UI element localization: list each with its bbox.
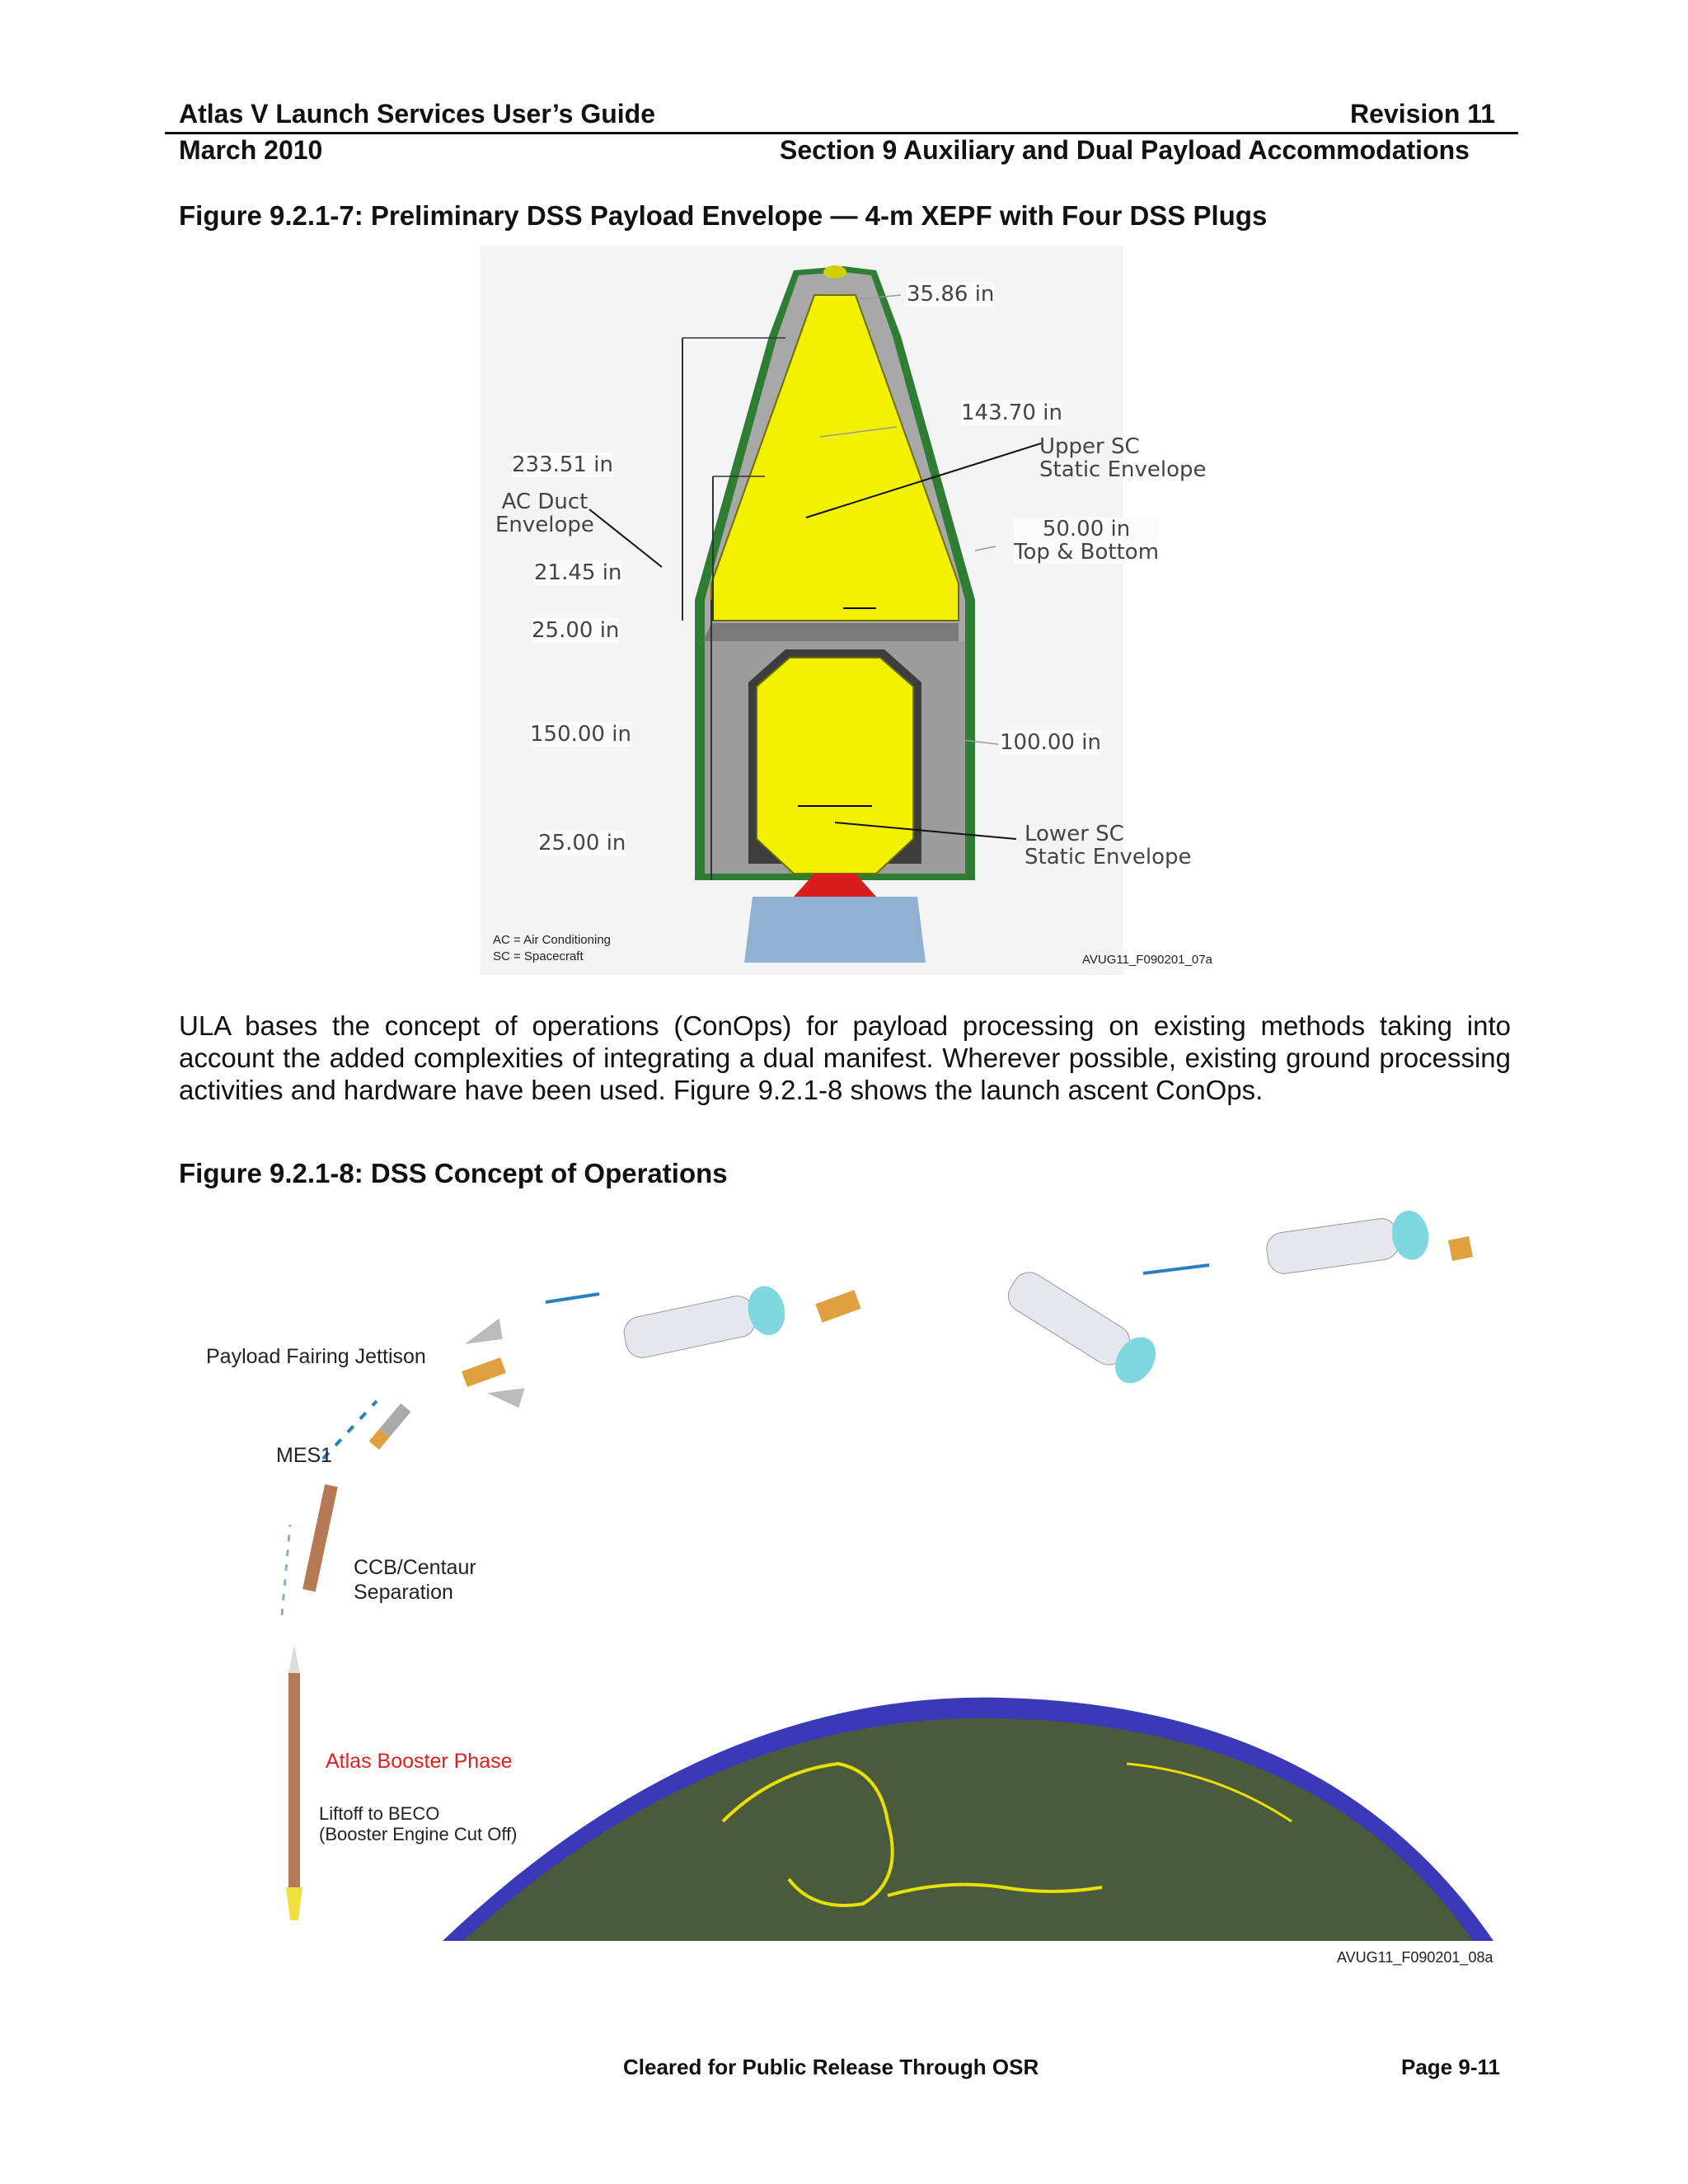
document-title: Atlas V Launch Services User’s Guide — [179, 99, 656, 129]
nose-cap — [823, 265, 846, 279]
dim-21-45: 21.45 in — [534, 560, 622, 585]
document-date: March 2010 — [179, 135, 323, 165]
section-title: Section 9 Auxiliary and Dual Payload Accommodations — [780, 135, 1470, 165]
centaur-coast-2 — [1000, 1263, 1164, 1390]
dim-150-00: 150.00 in — [530, 722, 631, 747]
label-ccb-separation — [354, 1555, 476, 1605]
label-liftoff-line-1: Liftoff to BECO — [319, 1803, 440, 1824]
page-number: Page 9-11 — [1401, 2055, 1500, 2079]
earth-surface — [463, 1718, 1473, 1941]
mes1-centaur — [369, 1404, 411, 1450]
upper-sc-line-2: Static Envelope — [1039, 457, 1207, 482]
centaur-coast-3 — [1264, 1208, 1432, 1280]
dim-35-86: 35.86 in — [907, 282, 995, 307]
leader-50 — [975, 546, 996, 551]
label-atlas-booster-phase: Atlas Booster Phase — [326, 1750, 513, 1773]
dim-25-00-upper: 25.00 in — [532, 618, 620, 643]
leader-ac-duct — [589, 509, 662, 567]
fairing-jettison-group — [449, 1319, 531, 1422]
lower-payload-release — [1448, 1236, 1473, 1261]
header-rule — [165, 132, 1518, 134]
lower-sc-line-2: Static Envelope — [1025, 845, 1192, 869]
lower-sc-label — [1025, 823, 1192, 869]
centaur-forward-end — [744, 897, 926, 963]
label-fairing-jettison: Payload Fairing Jettison — [206, 1345, 426, 1368]
upper-sc-line-1: Upper SC — [1039, 434, 1140, 459]
ac-duct-line-1: AC Duct — [501, 490, 588, 514]
upper-sc-label — [1039, 435, 1207, 481]
dim-100-00: 100.00 in — [1000, 730, 1101, 755]
lower-sc-line-1: Lower SC — [1025, 822, 1124, 846]
trajectory-ascent-1 — [282, 1525, 290, 1615]
note-sc: SC = Spacecraft — [493, 949, 584, 963]
atlas-booster — [288, 1673, 300, 1887]
payload-envelope-figure — [481, 246, 1212, 975]
dim-233-51: 233.51 in — [512, 452, 613, 477]
label-ccb-line-2: Separation — [354, 1581, 453, 1604]
body-paragraph: ULA bases the concept of operations (ConOps) for payload processing on existing methods taking into account the added complexities of integrating a dual manifest. Wherever possible, existing ground processing activities and hardware have been used. Figure 9.2.1-8 shows the launch ascent ConOps. — [179, 1010, 1511, 1105]
label-ccb-line-1: CCB/Centaur — [354, 1556, 476, 1579]
label-mes1: MES1 — [276, 1444, 333, 1467]
upper-payload-release — [815, 1290, 860, 1323]
conops-figure — [179, 1195, 1511, 1986]
note-ac: AC = Air Conditioning — [493, 933, 611, 947]
label-liftoff — [319, 1803, 518, 1844]
dim-50-top-bottom — [1014, 518, 1159, 564]
label-liftoff-line-2: (Booster Engine Cut Off) — [319, 1824, 518, 1844]
ac-duct-line-2: Envelope — [495, 513, 594, 537]
atlas-fairing-nose — [288, 1644, 300, 1673]
dss-adapter-ring — [703, 623, 959, 641]
dim-143-70: 143.70 in — [961, 401, 1062, 425]
revision-label: Revision 11 — [1350, 99, 1496, 129]
trajectory-coast-1 — [546, 1294, 599, 1302]
centaur-coast-1 — [621, 1282, 790, 1365]
dim-25-00-lower: 25.00 in — [538, 831, 626, 855]
trajectory-coast-2 — [1143, 1265, 1209, 1273]
figure2-id: AVUG11_F090201_08a — [1337, 1949, 1493, 1966]
figure-caption-envelope: Figure 9.2.1-7: Preliminary DSS Payload Envelope — 4-m XEPF with Four DSS Plugs — [179, 200, 1268, 231]
release-footer: Cleared for Public Release Through OSR — [623, 2055, 1039, 2079]
ac-duct-label — [495, 490, 594, 537]
lower-sc-envelope — [757, 658, 913, 874]
dim-50-value: 50.00 in — [1042, 517, 1131, 541]
liftoff-plume — [286, 1887, 302, 1920]
top-bottom-label: Top & Bottom — [1014, 540, 1160, 565]
figure-caption-conops: Figure 9.2.1-8: DSS Concept of Operations — [179, 1158, 728, 1188]
figure1-id: AVUG11_F090201_07a — [1082, 953, 1212, 967]
ccb-stage — [302, 1484, 338, 1591]
